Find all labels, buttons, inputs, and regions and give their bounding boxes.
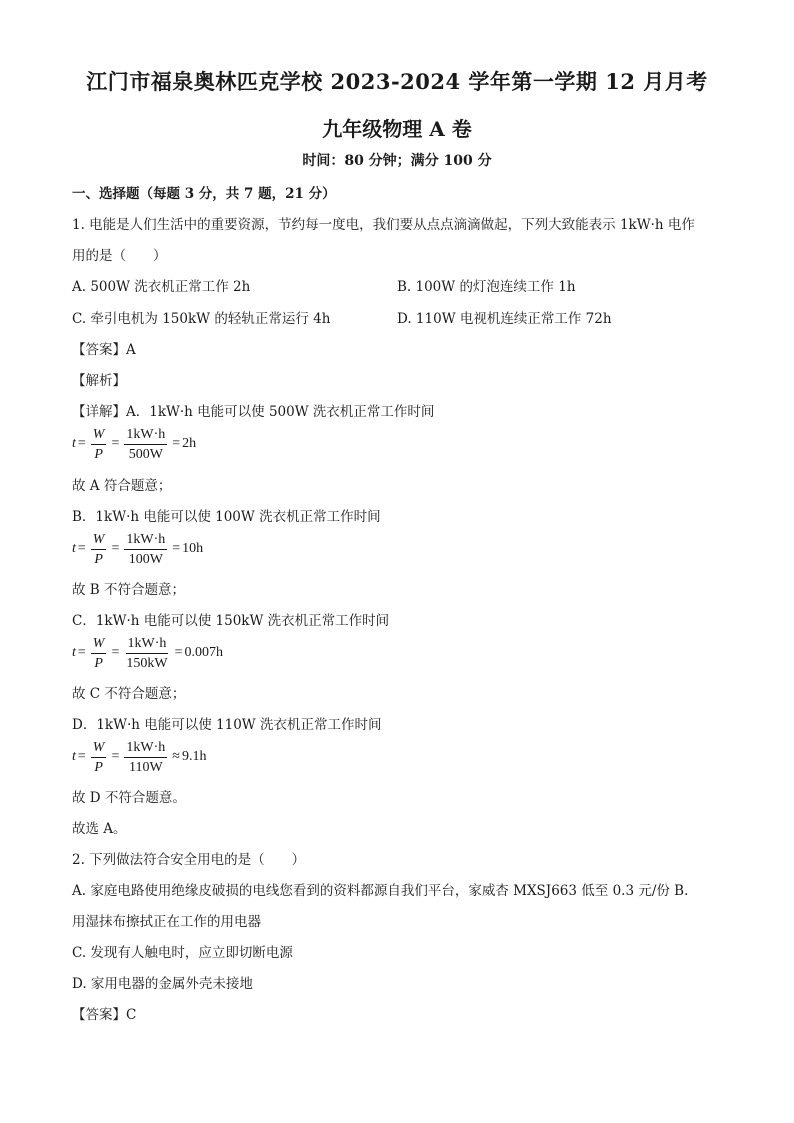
formula-relation: ≈ [172, 749, 180, 764]
fraction-numerator: 1kW·h [124, 426, 167, 445]
fraction-denominator: P [94, 655, 103, 671]
fraction-numerator: W [91, 531, 107, 550]
q1-answer [72, 338, 136, 358]
q2-option-d: D. 家用电器的金属外壳未接地 [72, 976, 253, 992]
q2-answer [72, 1003, 136, 1023]
exam-title: 江门市福泉奥林匹克学校 2023-2024 学年第一学期 12 月月考 [86, 69, 708, 94]
q1-option-b: B. 100W 的灯泡连续工作 1h [397, 279, 576, 295]
q1-option-d: D. 110W 电视机连续正常工作 72h [397, 311, 612, 327]
q1-final-choice: 故选 A。 [72, 821, 127, 837]
q2-option-c: C. 发现有人触电时，应立即切断电源 [72, 945, 293, 961]
answer-value: A [126, 342, 136, 358]
formula-c: t = $\frac{W}{P}$ = $\frac{1kW\cdot h}{150kW}$ = 0.007h [72, 635, 223, 671]
detail-label: 【详解】 [72, 404, 126, 420]
fraction [91, 531, 107, 568]
formula-lhs: t [72, 749, 76, 764]
detail-a-text: A．1kW·h 电能可以使 500W 洗衣机正常工作时间 [126, 404, 435, 420]
q2-option-a-line1: A. 家庭电路使用绝缘皮破损的电线您看到的资料都源自我们平台，家威杏 MXSJ663 低至 0.3 元/份 B. [72, 883, 689, 899]
fraction-denominator: P [94, 759, 103, 775]
formula-result: 0.007h [184, 645, 223, 660]
fraction-denominator: 500W [128, 446, 163, 462]
answer-value: C [126, 1007, 137, 1023]
formula-relation: = [174, 645, 183, 660]
formula-relation: = [172, 436, 181, 451]
q1-option-a: A. 500W 洗衣机正常工作 2h [72, 279, 251, 295]
q1-detail-b: B．1kW·h 电能可以使 100W 洗衣机正常工作时间 [72, 509, 381, 525]
formula-b: t = $\frac{W}{P}$ = $\frac{1kW\cdot h}{100W}$ = 10h [72, 531, 204, 567]
fraction [91, 635, 107, 672]
answer-label: 【答案】 [72, 1007, 126, 1023]
formula-d: t = $\frac{W}{P}$ = $\frac{1kW\cdot h}{110W}$ ≈ 9.1h [72, 739, 207, 775]
fraction-denominator: 110W [128, 759, 163, 775]
formula-a: t = $\frac{W}{P}$ = $\frac{1kW\cdot h}{500W}$ = 2h [72, 426, 197, 462]
formula-lhs: t [72, 645, 76, 660]
q1-conclusion-b: 故 B 不符合题意； [72, 582, 186, 598]
fraction [91, 739, 107, 776]
exam-time-score: 时间：80 分钟；满分 100 分 [302, 153, 492, 169]
fraction-denominator: P [94, 446, 103, 462]
fraction-numerator: W [91, 426, 107, 445]
q1-conclusion-a: 故 A 符合题意； [72, 478, 172, 494]
fraction [124, 426, 167, 463]
formula-relation: = [172, 541, 181, 556]
q1-detail-a [72, 400, 434, 420]
fraction-numerator: 1kW·h [124, 739, 167, 758]
q1-option-c: C. 牵引电机为 150kW 的轻轨正常运行 4h [72, 311, 331, 327]
section-heading: 一、选择题（每题 3 分，共 7 题，21 分） [72, 186, 336, 202]
q2-stem: 2. 下列做法符合安全用电的是（ ） [72, 852, 306, 868]
fraction-numerator: W [91, 635, 107, 654]
formula-lhs: t [72, 541, 76, 556]
fraction-numerator: W [91, 739, 107, 758]
formula-result: 10h [182, 541, 204, 556]
fraction [124, 739, 167, 776]
fraction-denominator: 150kW [126, 655, 168, 671]
q2-option-a-line2: 用湿抹布擦拭正在工作的用电器 [72, 914, 261, 930]
q1-analysis-label: 【解析】 [72, 373, 126, 389]
fraction [124, 531, 167, 568]
fraction [124, 635, 169, 672]
exam-subtitle: 九年级物理 A 卷 [322, 117, 472, 141]
q1-stem-line2: 用的是（ ） [72, 248, 167, 264]
fraction-numerator: 1kW·h [126, 635, 169, 654]
q1-detail-c: C．1kW·h 电能可以使 150kW 洗衣机正常工作时间 [72, 613, 390, 629]
fraction-numerator: 1kW·h [124, 531, 167, 550]
q1-conclusion-c: 故 C 不符合题意； [72, 686, 186, 702]
q1-conclusion-d: 故 D 不符合题意。 [72, 790, 186, 806]
q1-stem-line1: 1. 电能是人们生活中的重要资源，节约每一度电，我们要从点点滴滴做起，下列大致能表示 1kW·h 电作 [72, 217, 695, 233]
fraction-denominator: P [94, 551, 103, 567]
q1-detail-d: D．1kW·h 电能可以使 110W 洗衣机正常工作时间 [72, 717, 382, 733]
fraction [91, 426, 107, 463]
formula-result: 2h [182, 436, 197, 451]
fraction-denominator: 100W [128, 551, 163, 567]
answer-label: 【答案】 [72, 342, 126, 358]
formula-result: 9.1h [181, 749, 207, 764]
formula-lhs: t [72, 436, 76, 451]
